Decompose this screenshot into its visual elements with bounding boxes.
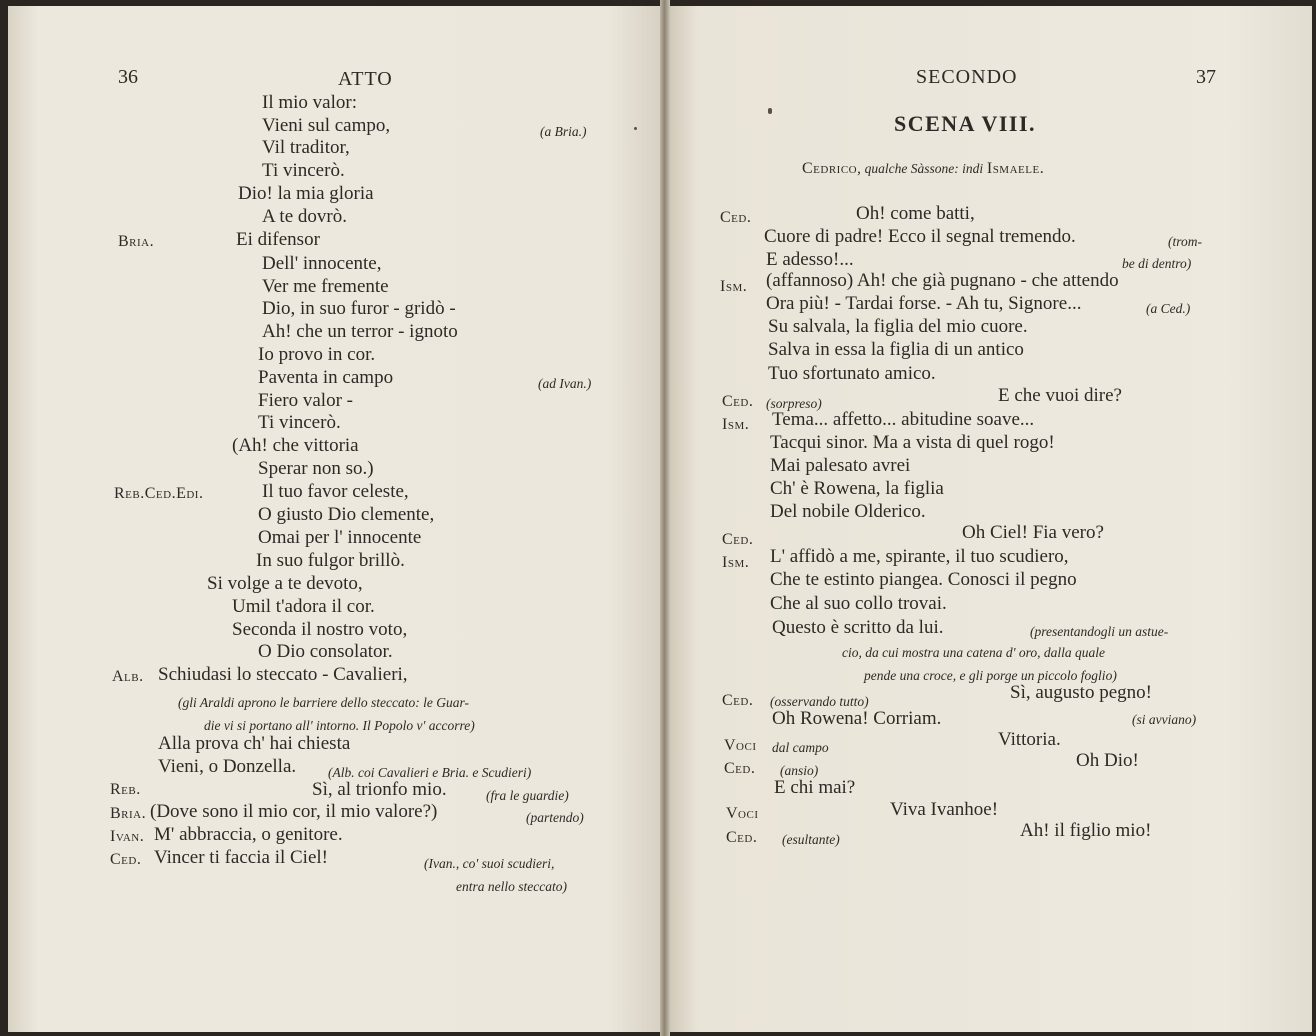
verse-line: A te dovrò. <box>262 206 347 227</box>
verse-line: Che te estinto piangea. Conosci il pegno <box>770 569 1077 590</box>
verse-line: Vil traditor, <box>262 137 350 158</box>
verse-line: Io provo in cor. <box>258 344 376 365</box>
verse-line: Sperar non so.) <box>258 458 374 479</box>
speaker-label: Ism. <box>722 554 750 571</box>
speaker-label: Ced. <box>110 851 142 868</box>
verse-line: Vittoria. <box>998 729 1061 750</box>
verse-line: Schiudasi lo steccato - Cavalieri, <box>158 664 408 685</box>
verse-line: Vincer ti faccia il Ciel! <box>154 847 328 868</box>
verse-line: L' affidò a me, spirante, il tuo scudiero, <box>770 546 1069 567</box>
stage-direction: be di dentro) <box>1122 256 1192 271</box>
verse-line: Vieni, o Donzella. <box>158 756 297 777</box>
verse-line: Fiero valor - <box>258 390 353 411</box>
verse-line: Mai palesato avrei <box>770 455 911 476</box>
verse-line: O Dio consolator. <box>258 641 393 662</box>
verse-line: Oh Ciel! Fia vero? <box>962 522 1104 543</box>
stage-direction: (si avviano) <box>1132 712 1197 727</box>
speaker-label: Reb. <box>110 781 141 798</box>
cast-line: Cedrico, qualche Sàssone: indi Ismaele. <box>802 160 1045 177</box>
stage-direction: (presentandogli un astue- <box>1030 624 1169 639</box>
verse-line: Tema... affetto... abitudine soave... <box>772 409 1035 430</box>
verse-line: Tacqui sinor. Ma a vista di quel rogo! <box>770 432 1055 453</box>
stage-direction: (gli Araldi aprono le barriere dello steccato: le Guar- <box>178 695 469 710</box>
verse-line: Salva in essa la figlia di un antico <box>768 339 1024 360</box>
speaker-label: Ced. <box>722 393 754 410</box>
verse-line: Dell' innocente, <box>262 253 382 274</box>
verse-line: Si volge a te devoto, <box>207 573 363 594</box>
verse-line: Alla prova ch' hai chiesta <box>158 733 351 754</box>
verse-line: E che vuoi dire? <box>998 385 1122 406</box>
verse-line: Ah! che un terror - ignoto <box>262 321 458 342</box>
stage-direction: dal campo <box>772 740 829 755</box>
speaker-label: Ced. <box>722 692 754 709</box>
verse-line: Il tuo favor celeste, <box>262 481 409 502</box>
speaker-label: Voci <box>724 737 757 754</box>
verse-line: Seconda il nostro voto, <box>232 619 408 640</box>
character-name: Ismaele. <box>986 160 1045 177</box>
verse-line: Oh Dio! <box>1076 750 1139 771</box>
verse-line: Cuore di padre! Ecco il segnal tremendo. <box>764 226 1076 247</box>
verse-line: Ch' è Rowena, la figlia <box>770 478 944 499</box>
verse-line: Ora più! - Tardai forse. - Ah tu, Signore... <box>766 293 1082 314</box>
stage-direction: (ad Ivan.) <box>538 376 592 391</box>
stage-direction: (a Bria.) <box>540 124 587 139</box>
verse-line: Viva Ivanhoe! <box>890 799 999 820</box>
verse-line: Paventa in campo <box>258 367 394 388</box>
speaker-label: Ivan. <box>110 828 145 845</box>
cast-description: qualche Sàssone: indi <box>864 161 984 176</box>
verse-line: Ei difensor <box>236 229 320 250</box>
speaker-label: Ced. <box>722 531 754 548</box>
ink-speck <box>634 127 637 130</box>
stage-direction: die vi si portano all' intorno. Il Popolo v' accorre) <box>204 718 475 733</box>
verse-line: Del nobile Olderico. <box>770 501 926 522</box>
speaker-label: Ism. <box>720 278 748 295</box>
stage-direction: (Ivan., co' suoi scudieri, <box>424 856 555 871</box>
speaker-label: Reb.Ced.Edi. <box>114 485 204 502</box>
left-page-number: 36 <box>118 66 138 88</box>
speaker-label: Bria. <box>110 805 147 822</box>
right-running-header: SECONDO <box>916 66 1018 88</box>
speaker-label: Ced. <box>724 760 756 777</box>
verse-line: Oh Rowena! Corriam. <box>772 708 942 729</box>
verse-line: Sì, augusto pegno! <box>1010 682 1152 703</box>
speaker-label: Ced. <box>720 209 752 226</box>
stage-direction: (ansio) <box>780 763 819 778</box>
stage-direction: (partendo) <box>526 810 584 825</box>
verse-line: (Dove sono il mio cor, il mio valore?) <box>150 801 438 822</box>
stage-direction: cio, da cui mostra una catena d' oro, dalla quale <box>842 645 1105 660</box>
verse-line: Vieni sul campo, <box>262 115 391 136</box>
ink-speck <box>768 108 772 114</box>
speaker-label: Ced. <box>726 829 758 846</box>
character-name: Cedrico <box>802 160 858 177</box>
verse-line: Questo è scritto da lui. <box>772 617 944 638</box>
verse-line: Su salvala, la figlia del mio cuore. <box>768 316 1028 337</box>
verse-line: O giusto Dio clemente, <box>258 504 435 525</box>
stage-direction: (Alb. coi Cavalieri e Bria. e Scudieri) <box>328 765 532 780</box>
verse-line: Dio, in suo furor - gridò - <box>262 298 456 319</box>
verse-line: Tuo sfortunato amico. <box>768 363 936 384</box>
verse-line: Oh! come batti, <box>856 203 975 224</box>
verse-line: E chi mai? <box>774 777 856 798</box>
scene-title: SCENA VIII. <box>894 111 1037 136</box>
verse-line: (Ah! che vittoria <box>232 435 359 456</box>
verse-line: Ver me fremente <box>262 276 389 297</box>
speaker-label: Voci <box>726 805 759 822</box>
verse-line: Umil t'adora il cor. <box>232 596 375 617</box>
stage-direction: entra nello steccato) <box>456 879 567 894</box>
verse-line: Ti vincerò. <box>262 160 345 181</box>
stage-direction: (trom- <box>1168 234 1202 249</box>
left-running-header: ATTO <box>338 68 393 90</box>
verse-line: In suo fulgor brillò. <box>256 550 405 571</box>
verse-line: Dio! la mia gloria <box>238 183 374 204</box>
verse-line: (affannoso) Ah! che già pugnano - che attendo <box>766 270 1119 291</box>
verse-line: Sì, al trionfo mio. <box>312 779 447 800</box>
verse-line: E adesso!... <box>766 249 854 270</box>
speaker-label: Ism. <box>722 416 750 433</box>
speaker-label: Alb. <box>112 668 144 685</box>
stage-direction: (osservando tutto) <box>770 694 869 709</box>
stage-direction: (sorpreso) <box>766 396 822 411</box>
stage-direction: (esultante) <box>782 832 840 847</box>
stage-direction: (fra le guardie) <box>486 788 569 803</box>
verse-line: Ah! il figlio mio! <box>1020 820 1152 841</box>
book-gutter <box>660 0 670 1036</box>
stage-direction: (a Ced.) <box>1146 301 1191 316</box>
stage-direction: pende una croce, e gli porge un piccolo foglio) <box>864 668 1117 683</box>
verse-line: M' abbraccia, o genitore. <box>154 824 343 845</box>
speaker-label: Bria. <box>118 233 155 250</box>
verse-line: Il mio valor: <box>262 92 357 113</box>
verse-line: Che al suo collo trovai. <box>770 593 947 614</box>
verse-line: Ti vincerò. <box>258 412 341 433</box>
verse-line: Omai per l' innocente <box>258 527 422 548</box>
right-page-number: 37 <box>1196 66 1216 88</box>
